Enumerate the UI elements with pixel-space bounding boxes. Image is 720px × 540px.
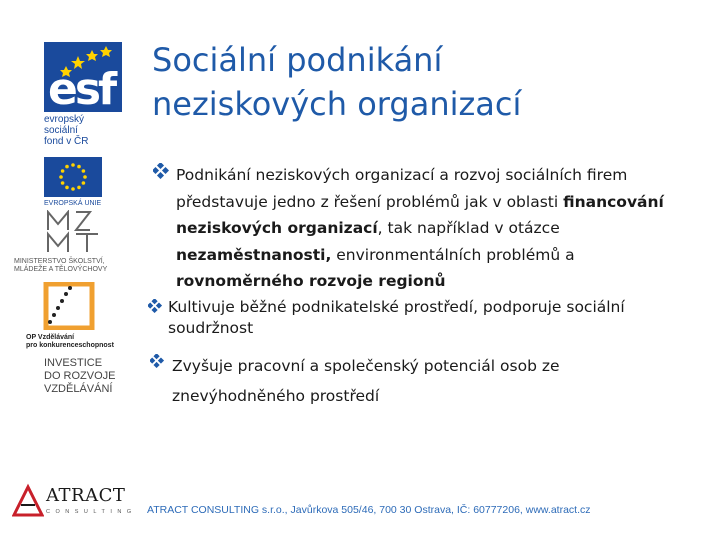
esf-logo-mark (44, 42, 122, 115)
page-title (152, 38, 692, 126)
bullet-diamond-icon (153, 163, 169, 179)
title-line-1: Sociální podnikání (152, 41, 443, 79)
msmt-monogram-icon (42, 210, 112, 254)
msmt-label: MINISTERSTVO ŠKOLSTVÍ, MLÁDEŽE A TĚLOVÝCHOVY (14, 258, 108, 273)
title-line-2: neziskových organizací (152, 85, 522, 123)
atract-logo (12, 483, 137, 519)
atract-emblem-icon (12, 483, 44, 517)
esf-logo (44, 42, 124, 147)
bullet-item: Podnikání neziskových organizací a rozvoj sociálních firem představuje jedno z řešení problémů jak v oblasti financování neziskových organizací, tak například v otázce nezaměstnanosti, environmentálních problémů a rovnoměrného rozvoje regionů (176, 166, 664, 290)
bullet-diamond-icon (150, 354, 164, 368)
footer-text: ATRACT CONSULTING s.r.o., Javůrkova 505/46, 700 30 Ostrava, IČ: 60777206, www.atract.cz (147, 504, 591, 516)
atract-tagline: CONSULTING (46, 509, 137, 515)
bullet-item: Kultivuje běžné podnikatelské prostředí, podporuje sociální soudržnost (168, 298, 625, 337)
opvk-logo (26, 282, 126, 350)
esf-brand-text: esf (48, 64, 115, 115)
ivz-logo: INVESTICE DO ROZVOJE VZDĚLÁVÁNÍ (44, 357, 116, 395)
bullet-item: Zvyšuje pracovní a společenský potenciál osob ze znevýhodněného prostředí (172, 357, 560, 405)
opvk-label: OP Vzdělávání pro konkurenceschopnost (26, 334, 114, 349)
msmt-logo (14, 210, 134, 274)
esf-subtext: evropský sociální fond v ČR (44, 114, 89, 147)
bullet-diamond-icon (148, 299, 162, 313)
atract-name: ATRACT (46, 485, 126, 506)
eu-flag-icon (44, 157, 102, 197)
eu-logo (44, 157, 134, 207)
eu-label: EVROPSKÁ UNIE (44, 200, 102, 207)
opvk-arrow-icon (26, 282, 98, 330)
